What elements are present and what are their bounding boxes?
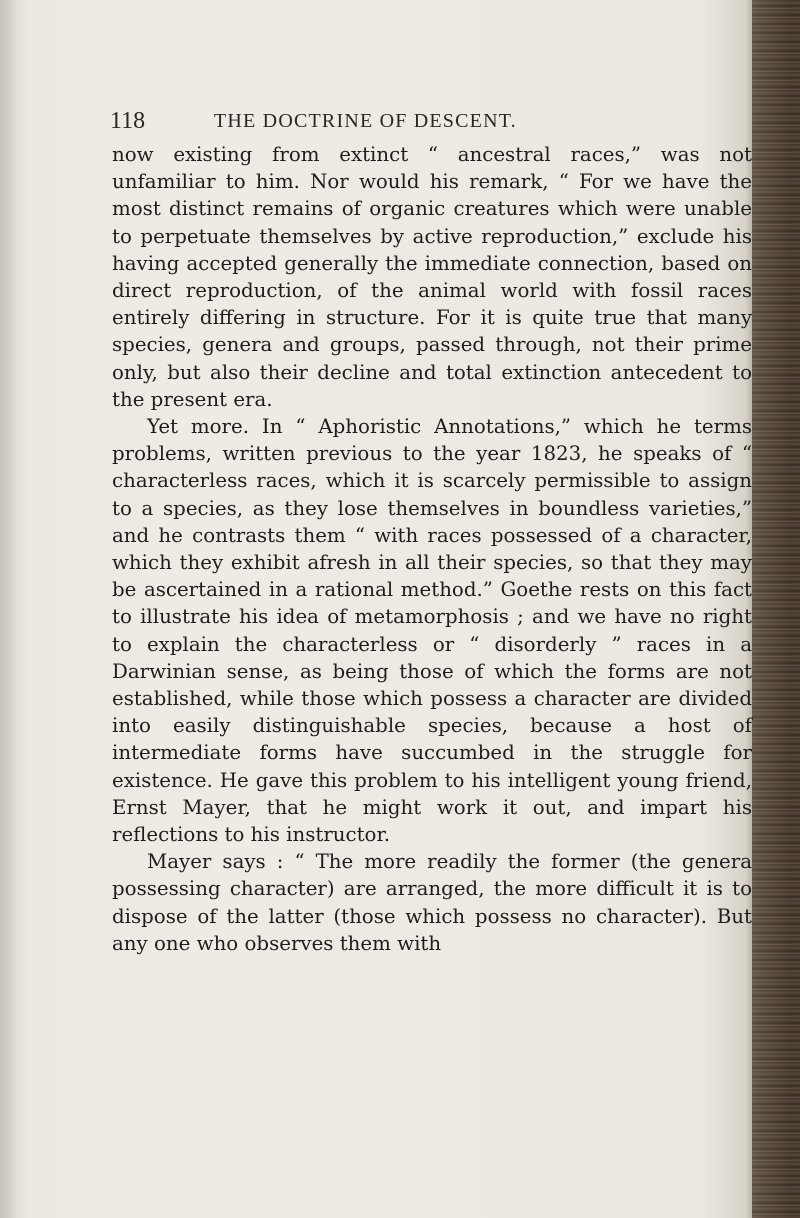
page-edge	[752, 0, 800, 1218]
paragraph-3: Mayer says : “ The more readily the former (the genera possessing character) are arranged, the more difficult it is to dispose of the latter (those which possess no character). But any one who observes them with	[112, 850, 752, 955]
body-text	[112, 141, 752, 957]
running-header	[110, 108, 750, 140]
page-number: 118	[110, 108, 146, 134]
running-title: THE DOCTRINE OF DESCENT.	[214, 110, 517, 132]
paragraph-1: now existing from extinct “ ancestral races,” was not unfamiliar to him. Nor would his remark, “ For we have the most distinct remains of organic creatures which were unable to perpetuate themselves by active reproduction,” exclude his having accepted generally the immediate connection, based on direct reproduction, of the animal world with fossil races entirely differing in structure. For it is quite true that many species, genera and groups, passed through, not their prime only, but also their decline and total extinction antecedent to the present era.	[112, 143, 752, 411]
gutter-shadow	[0, 0, 18, 1218]
paragraph-2: Yet more. In “ Aphoristic Annotations,” which he terms problems, written previous to the year 1823, he speaks of “ characterless races, which it is scarcely permissible to assign to a species, as they lose themselves in boundless varieties,” and he contrasts them “ with races possessed of a character, which they exhibit afresh in all their species, so that they may be ascertained in a rational method.” Goethe rests on this fact to illustrate his idea of metamorphosis ; and we have no right to explain the characterless or “ disorderly ” races in a Darwinian sense, as being those of which the forms are not established, while those which possess a character are divided into easily distinguishable species, because a host of intermediate forms have succumbed in the struggle for existence. He gave this problem to his intelligent young friend, Ernst Mayer, that he might work it out, and impart his reflections to his instructor.	[112, 415, 752, 847]
